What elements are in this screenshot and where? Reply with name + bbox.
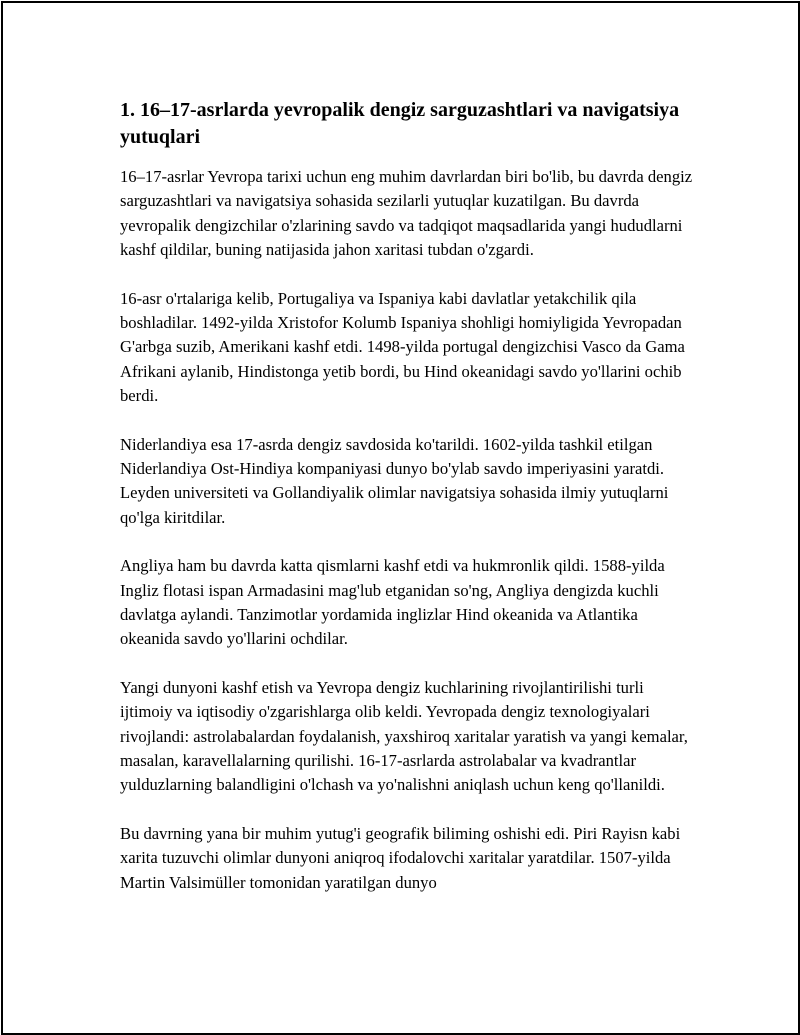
document-body bbox=[120, 97, 700, 919]
paragraph-6: Bu davrning yana bir muhim yutug'i geografik biliming oshishi edi. Piri Rayisn kabi xarita tuzuvchi olimlar dunyoni aniqroq ifodalovchi xaritalar yaratdilar. 1507-yilda Martin Valsimüller tomonidan yaratilgan dunyo bbox=[120, 824, 681, 892]
paragraph-1: 16–17-asrlar Yevropa tarixi uchun eng muhim davrlardan biri bo'lib, bu davrda dengiz sarguzashtlari va navigatsiya sohasida sezilarli yutuqlar kuzatilgan. Bu davrda yevropalik dengizchilar o'zlarining savdo va tadqiqot maqsadlarida yangi hududlarni kashf qildilar, buning natijasida jahon xaritasi tubdan o'zgardi. bbox=[120, 167, 693, 259]
section-heading: 1. 16–17-asrlarda yevropalik dengiz sarguzashtlari va navigatsiya yutuqlari bbox=[120, 99, 680, 148]
paragraph-5: Yangi dunyoni kashf etish va Yevropa dengiz kuchlarining rivojlantirilishi turli ijtimoiy va iqtisodiy o'zgarishlarga olib keldi. Yevropada dengiz texnologiyalari rivojlandi: astrolabalardan foydalanish, yaxshiroq xaritalar yaratish va yangi kemalar, masalan, karavellalarning qurilishi. 16-17-asrlarda astrolabalar va kvadrantlar yulduzlarning balandligini o'lchash va yo'nalishni aniqlash uchun keng qo'llanildi. bbox=[120, 678, 688, 795]
paragraph-2: 16-asr o'rtalariga kelib, Portugaliya va Ispaniya kabi davlatlar yetakchilik qila boshladilar. 1492-yilda Xristofor Kolumb Ispaniya shohligi homiyligida Yevropadan G'arbga suzib, Amerikani kashf etdi. 1498-yilda portugal dengizchisi Vasco da Gama Afrikani aylanib, Hindistonga yetib bordi, bu Hind okeanidagi savdo yo'llarini ochib berdi. bbox=[120, 288, 685, 405]
paragraph-4: Angliya ham bu davrda katta qismlarni kashf etdi va hukmronlik qildi. 1588-yilda Ingliz flotasi ispan Armadasini mag'lub etganidan so'ng, Angliya dengizda kuchli davlatga aylandi. Tanzimotlar yordamida inglizlar Hind okeanida va Atlantika okeanida savdo yo'llarini ochdilar. bbox=[120, 556, 665, 649]
page-frame bbox=[1, 1, 800, 1035]
paragraph-3: Niderlandiya esa 17-asrda dengiz savdosida ko'tarildi. 1602-yilda tashkil etilgan Niderlandiya Ost-Hindiya kompaniyasi dunyo bo'ylab savdo imperiyasini yaratdi. Leyden universiteti va Gollandiyalik olimlar navigatsiya sohasida ilmiy yutuqlarni qo'lga kiritdilar. bbox=[120, 434, 669, 527]
